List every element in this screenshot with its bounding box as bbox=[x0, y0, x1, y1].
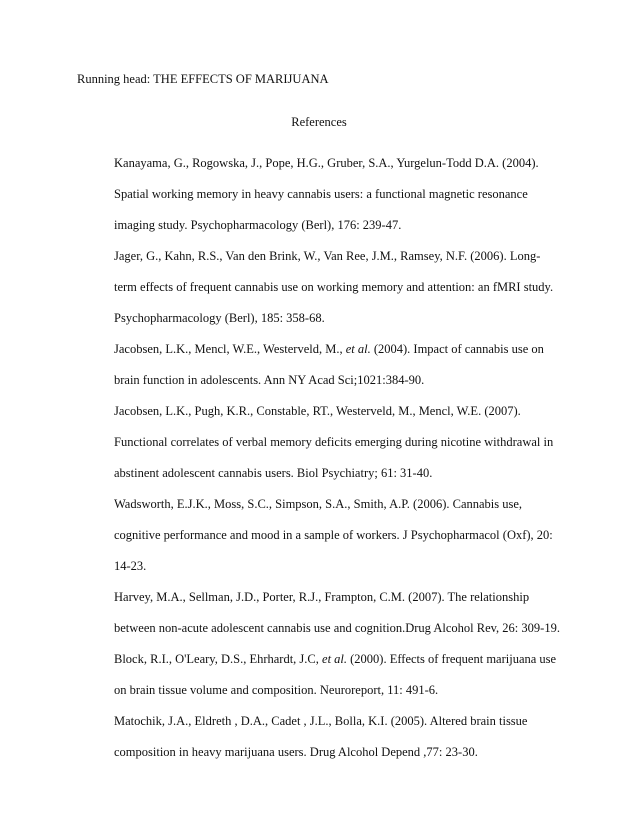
reference-line: Block, R.I., O'Leary, D.S., Ehrhardt, J.C, et al. (2000). Effects of frequent marijuana use bbox=[114, 652, 557, 666]
references-heading bbox=[0, 115, 638, 130]
reference-line: cognitive performance and mood in a sample of workers. J Psychopharmacol (Oxf), 20: bbox=[114, 528, 553, 542]
reference-line: on brain tissue volume and composition. Neuroreport, 11: 491-6. bbox=[114, 683, 439, 697]
reference-list bbox=[114, 148, 574, 768]
reference-line: composition in heavy marijuana users. Drug Alcohol Depend ,77: 23-30. bbox=[114, 745, 478, 759]
reference-line: abstinent adolescent cannabis users. Biol Psychiatry; 61: 31-40. bbox=[114, 466, 433, 480]
reference-line: Spatial working memory in heavy cannabis users: a functional magnetic resonance bbox=[114, 187, 528, 201]
reference-line: imaging study. Psychopharmacology (Berl), 176: 239-47. bbox=[114, 218, 402, 232]
reference-line: Kanayama, G., Rogowska, J., Pope, H.G., Gruber, S.A., Yurgelun-Todd D.A. (2004). bbox=[114, 156, 539, 170]
reference-line: term effects of frequent cannabis use on working memory and attention: an fMRI study. bbox=[114, 280, 554, 294]
reference-line: Matochik, J.A., Eldreth , D.A., Cadet , J.L., Bolla, K.I. (2005). Altered brain tissue bbox=[114, 714, 528, 728]
reference-line: Wadsworth, E.J.K., Moss, S.C., Simpson, S.A., Smith, A.P. (2006). Cannabis use, bbox=[114, 497, 523, 511]
references-heading-text: References bbox=[291, 115, 347, 129]
reference-line: Jager, G., Kahn, R.S., Van den Brink, W., Van Ree, J.M., Ramsey, N.F. (2006). Long- bbox=[114, 249, 541, 263]
reference-line: 14-23. bbox=[114, 559, 147, 573]
reference-line: Jacobsen, L.K., Mencl, W.E., Westerveld, M., et al. (2004). Impact of cannabis use on bbox=[114, 342, 544, 356]
reference-line: Jacobsen, L.K., Pugh, K.R., Constable, RT., Westerveld, M., Mencl, W.E. (2007). bbox=[114, 404, 521, 418]
running-head: Running head: THE EFFECTS OF MARIJUANA bbox=[77, 72, 329, 86]
reference-line: Functional correlates of verbal memory deficits emerging during nicotine withdrawal in bbox=[114, 435, 554, 449]
reference-line: brain function in adolescents. Ann NY Acad Sci;1021:384-90. bbox=[114, 373, 425, 387]
reference-line: between non-acute adolescent cannabis use and cognition.Drug Alcohol Rev, 26: 309-19. bbox=[114, 621, 560, 635]
reference-line: Psychopharmacology (Berl), 185: 358-68. bbox=[114, 311, 325, 325]
reference-line: Harvey, M.A., Sellman, J.D., Porter, R.J., Frampton, C.M. (2007). The relationship bbox=[114, 590, 530, 604]
